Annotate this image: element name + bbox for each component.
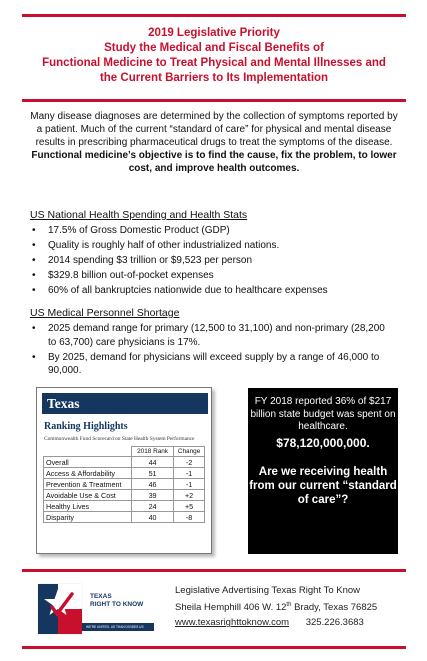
bullet-icon: • xyxy=(32,240,36,251)
header-year: 2019 Legislative Priority xyxy=(148,27,280,39)
phone-number: 325.226.3683 xyxy=(305,617,364,629)
callout-question: Are we receiving health from our current “standard of care”? xyxy=(249,465,397,506)
ranking-table xyxy=(43,446,205,523)
website-link[interactable]: www.texasrighttoknow.com xyxy=(175,617,290,629)
list-item: • By 2025, demand for physicians will exceed supply by a range of 46,000 to 90,000. xyxy=(32,351,380,376)
col-rank-header: 2018 Rank xyxy=(132,447,174,457)
ranking-title: Ranking Highlights xyxy=(44,421,128,432)
personnel-list xyxy=(30,322,395,379)
list-item: • 2025 demand range for primary (12,500 to 31,100) and non-primary (28,200 to 63,700) care physicians is 17%. xyxy=(32,323,385,348)
header-line-1: Study the Medical and Fiscal Benefits of xyxy=(104,42,324,54)
row-change: +5 xyxy=(174,501,205,512)
table-row xyxy=(44,490,205,501)
table-header-row xyxy=(44,447,205,457)
table-row xyxy=(44,468,205,479)
list-item: • 60% of all bankruptcies nationwide due to healthcare expenses xyxy=(32,285,328,296)
bullet-icon: • xyxy=(32,270,36,281)
row-rank: 51 xyxy=(132,468,174,479)
bullet-icon: • xyxy=(32,285,36,296)
table-row xyxy=(44,512,205,523)
row-change: -1 xyxy=(174,479,205,490)
ranking-subtitle: Commonwealth Fund Scorecard on State Health System Performance xyxy=(44,436,195,442)
header-line-2: Functional Medicine to Treat Physical and Mental Illnesses and xyxy=(42,57,386,69)
intro-objective: Functional medicine’s objective is to find the cause, fix the problem, to lower cost, and improve health outcomes. xyxy=(31,150,397,174)
texas-banner: Texas xyxy=(42,393,208,414)
bullet-icon: • xyxy=(32,255,36,266)
texas-right-to-know-logo xyxy=(38,581,156,637)
row-change: -8 xyxy=(174,512,205,523)
bullet-icon: • xyxy=(32,225,36,236)
intro xyxy=(28,110,400,175)
spending-section-title: US National Health Spending and Health Stats xyxy=(30,209,248,221)
footer-divider-top xyxy=(22,569,406,572)
row-rank: 39 xyxy=(132,490,174,501)
col-change-header: Change xyxy=(174,447,205,457)
bullet-icon: • xyxy=(32,351,36,363)
header-box xyxy=(22,14,406,102)
row-label: Prevention & Treatment xyxy=(44,479,132,490)
intro-paragraph: Many disease diagnoses are determined by the collection of symptoms reported by a patient. Much of the current “standard of care” for physical and mental disease results in prescribing pharmaceutical drugs to treat the symptoms of the disease. xyxy=(30,111,398,148)
row-label: Access & Affordability xyxy=(44,468,132,479)
list-item: • 17.5% of Gross Domestic Product (GDP) xyxy=(32,225,230,236)
row-rank: 44 xyxy=(132,457,174,468)
budget-callout xyxy=(248,388,398,554)
footer-contact xyxy=(175,583,377,630)
logo-tagline: WE'RE UNITED, US THAN DIVIDES US xyxy=(86,625,144,629)
header-line-3: the Current Barriers to Its Implementation xyxy=(99,72,329,84)
row-label: Avoidable Use & Cost xyxy=(44,490,132,501)
texas-ranking-card xyxy=(36,387,212,554)
table-header-blank xyxy=(44,447,132,457)
footer-divider-bottom xyxy=(22,646,406,649)
logo-text-right-to-know: RIGHT TO KNOW xyxy=(90,601,144,608)
spending-list xyxy=(30,224,402,299)
table-row xyxy=(44,479,205,490)
list-item: • $329.8 billion out-of-pocket expenses xyxy=(32,270,214,281)
row-label: Healthy Lives xyxy=(44,501,132,512)
bullet-icon: • xyxy=(32,323,36,334)
list-item: • 2014 spending $3 trillion or $9,523 per person xyxy=(32,255,253,266)
budget-text: FY 2018 reported 36% of $217 billion state budget was spent on healthcare. xyxy=(250,396,396,432)
logo-text-texas: TEXAS xyxy=(90,593,112,600)
personnel-section-title: US Medical Personnel Shortage xyxy=(30,307,180,319)
row-label: Disparity xyxy=(44,512,132,523)
row-change: -2 xyxy=(174,457,205,468)
row-label: Overall xyxy=(44,457,132,468)
table-row xyxy=(44,501,205,512)
row-change: +2 xyxy=(174,490,205,501)
row-rank: 24 xyxy=(132,501,174,512)
footer-line-3 xyxy=(175,615,377,630)
row-change: -1 xyxy=(174,468,205,479)
row-rank: 40 xyxy=(132,512,174,523)
table-row xyxy=(44,457,205,468)
footer-line-1: Legislative Advertising Texas Right To Know xyxy=(175,585,361,596)
footer-line-2: Sheila Hemphill 406 W. 12th Brady, Texas 76825 xyxy=(175,602,378,614)
list-item: • Quality is roughly half of other industrialized nations. xyxy=(32,240,280,251)
budget-amount: $78,120,000,000. xyxy=(276,435,370,450)
row-rank: 46 xyxy=(132,479,174,490)
